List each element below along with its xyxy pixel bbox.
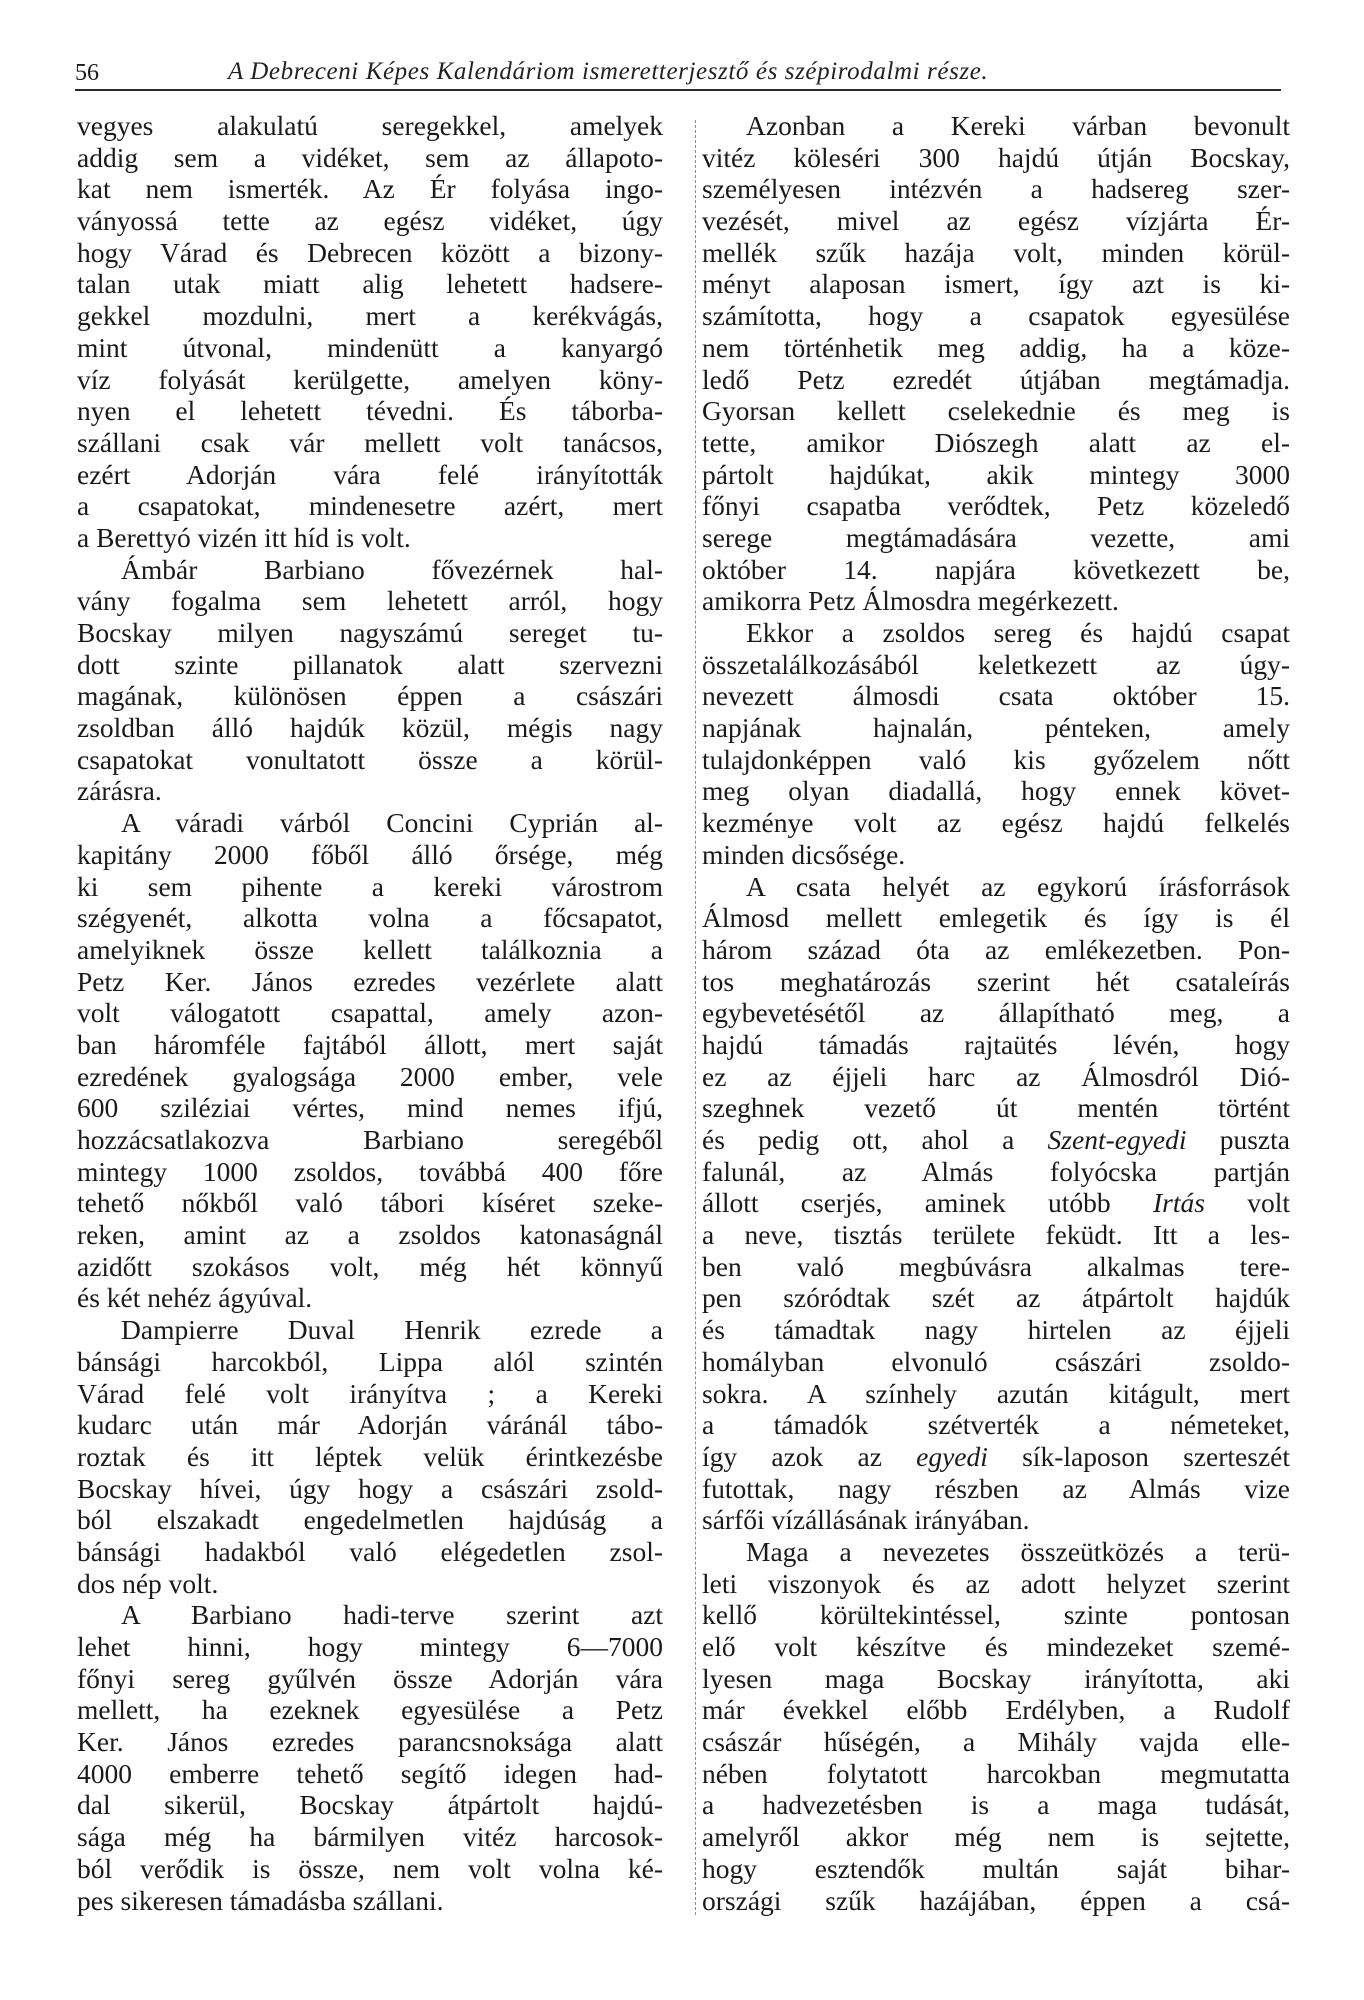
text-line: minden dicsősége. [702, 838, 906, 870]
text-line: dott szinte pillanatok alatt szervezni [77, 648, 663, 680]
text-line: lehet hinni, hogy mintegy 6—7000 [77, 1631, 663, 1662]
text-line: kapitány 2000 főből álló őrsége, még [77, 838, 663, 870]
text-line: amelyről akkor még nem is sejtette, [702, 1821, 1290, 1853]
text-line: ványossá tette az egész vidéket, úgy [77, 205, 663, 237]
text-line: tos meghatározás szerint hét csataleírás [702, 965, 1290, 997]
text-line: vegyes alakulatú seregekkel, amelyek [77, 110, 663, 141]
running-title: A Debreceni Képes Kalendáriom ismeretterjesztő és szépirodalmi része. [228, 58, 989, 85]
column-divider [695, 120, 696, 1915]
text-line: október 14. napjára következett be, [702, 553, 1290, 585]
text-line: nében folytatott harcokban megmutatta [702, 1757, 1290, 1789]
text-line: bánsági harcokból, Lippa alól szintén [77, 1345, 663, 1377]
text-line: Ker. János ezredes parancsnoksága alatt [77, 1726, 663, 1758]
text-line: napjának hajnalán, pénteken, amely [702, 712, 1290, 744]
text-line: mellék szűk hazája volt, minden körül- [702, 236, 1290, 268]
text-line: hogy Várad és Debrecen között a bizony- [77, 236, 663, 268]
text-line: nyen el lehetett tévedni. És táborba- [77, 395, 663, 427]
text-line: Várad felé volt irányítva ; a Kereki [77, 1377, 663, 1409]
text-line: 600 sziléziai vértes, mind nemes ifjú, [77, 1092, 663, 1124]
text-line: ledő Petz ezredét útjában megtámadja. [702, 363, 1290, 395]
text-line: zárásra. [77, 775, 162, 807]
right-column [702, 110, 1290, 1916]
text-line: Bocskay hívei, úgy hogy a császári zsold- [77, 1472, 663, 1504]
text-line: tulajdonképpen való kis győzelem nőtt [702, 743, 1290, 775]
text-line: A csata helyét az egykorú írásforrások [746, 870, 1290, 902]
text-line: kudarc után már Adorján váránál tábo- [77, 1409, 663, 1441]
text-line: serege megtámadására vezette, ami [702, 521, 1290, 553]
text-line: ból verődik is össze, nem volt volna ké- [77, 1852, 663, 1884]
text-line: pes sikeresen támadásba szállani. [77, 1884, 444, 1916]
text-line: a támadók szétverték a németeket, [702, 1409, 1290, 1441]
text-line: volt válogatott csapattal, amely azon- [77, 997, 663, 1029]
text-line: víz folyását kerülgette, amelyen köny- [77, 363, 663, 395]
text-line: pen szóródtak szét az átpártolt hajdúk [702, 1282, 1290, 1314]
text-segment: sík-laposon szerteszét [987, 1440, 1290, 1472]
text-line: Bocskay milyen nagyszámú sereget tu- [77, 617, 663, 648]
text-line: sága még ha bármilyen vitéz harcosok- [77, 1821, 663, 1853]
text-line: számította, hogy a csapatok egyesülése [702, 300, 1290, 332]
text-line: Azonban a Kereki várban bevonult [746, 110, 1290, 141]
text-line: ezért Adorján vára felé irányították [77, 458, 663, 490]
text-line: dos nép volt. [77, 1567, 219, 1599]
text-line: tette, amikor Diószegh alatt az el- [702, 426, 1290, 458]
text-line: bánsági hadakból való elégedetlen zsol- [77, 1535, 663, 1567]
text-line: sárfői vízállásának irányában. [702, 1504, 1030, 1536]
text-line: ez az éjjeli harc az Álmosdról Dió- [702, 1060, 1290, 1092]
text-line: elő volt készítve és mindezeket szemé- [702, 1631, 1290, 1662]
text-line: tehető nőkből való tábori kíséret szeke- [77, 1187, 663, 1219]
text-line: dal sikerül, Bocskay átpártolt hajdú- [77, 1789, 663, 1821]
text-line: császár hűségén, a Mihály vajda elle- [702, 1726, 1290, 1758]
text-line: ezredének gyalogsága 2000 ember, vele [77, 1060, 663, 1092]
text-line: meg olyan diadallá, hogy ennek követ- [702, 775, 1290, 807]
text-segment: állott cserjés, aminek utóbb [702, 1187, 1153, 1219]
text-line: 4000 emberre tehető segítő idegen had- [77, 1757, 663, 1789]
text-line: Maga a nevezetes összeütközés a terü- [746, 1535, 1290, 1567]
text-line: hajdú támadás rajtaütés lévén, hogy [702, 1028, 1290, 1060]
text-line: ban háromféle fajtából állott, mert saját [77, 1028, 663, 1060]
text-line: mint útvonal, mindenütt a kanyargó [77, 331, 663, 363]
text-line: amikorra Petz Álmosdra megérkezett. [702, 585, 1119, 617]
text-line: Álmosd mellett emlegetik és így is él [702, 902, 1290, 934]
text-line: három század óta az emlékezetben. Pon- [702, 933, 1290, 965]
italic-place-name: Szent-egyedi [1047, 1124, 1187, 1155]
text-line: vezését, mivel az egész vízjárta Ér- [702, 205, 1290, 237]
text-line: reken, amint az a zsoldos katonaságnál [77, 1219, 663, 1251]
text-line: nevezett álmosdi csata október 15. [702, 680, 1290, 712]
text-line [702, 1124, 1290, 1156]
text-line: főnyi csapatba verődtek, Petz közeledő [702, 490, 1290, 522]
text-line: talan utak miatt alig lehetett hadsere- [77, 268, 663, 300]
text-line: és két nehéz ágyúval. [77, 1282, 313, 1314]
italic-place-name: egyedi [916, 1440, 988, 1472]
text-segment: és pedig ott, ahol a [702, 1124, 1048, 1155]
text-line: hogy esztendők multán saját bihar- [702, 1852, 1290, 1884]
text-line: homályban elvonuló császári zsoldo- [702, 1345, 1290, 1377]
text-line: mellett, ha ezeknek egyesülése a Petz [77, 1694, 663, 1726]
text-line [702, 1187, 1290, 1219]
text-line: amelyiknek össze kellett találkoznia a [77, 933, 663, 965]
text-line: főnyi sereg gyűlvén össze Adorján vára [77, 1662, 663, 1694]
text-line: Dampierre Duval Henrik ezrede a [121, 1314, 663, 1346]
text-line: a csapatokat, mindenesetre azért, mert [77, 490, 663, 522]
header-rule [75, 89, 1281, 91]
text-line: addig sem a vidéket, sem az állapoto- [77, 141, 663, 173]
text-line: egybevetésétől az állapítható meg, a [702, 997, 1290, 1029]
text-line: vány fogalma sem lehetett arról, hogy [77, 585, 663, 617]
text-line: futottak, nagy részben az Almás vize [702, 1472, 1290, 1504]
text-line: A váradi várból Concini Cyprián al- [121, 807, 663, 839]
text-line: a Berettyó vizén itt híd is volt. [77, 521, 411, 553]
text-line: pártolt hajdúkat, akik mintegy 3000 [702, 458, 1290, 490]
text-line: gekkel mozdulni, mert a kerékvágás, [77, 300, 663, 332]
text-segment: volt [1204, 1187, 1291, 1219]
text-line: magának, különösen éppen a császári [77, 680, 663, 712]
text-line: már évekkel előbb Erdélyben, a Rudolf [702, 1694, 1290, 1726]
text-line: zsoldban álló hajdúk közül, mégis nagy [77, 712, 663, 744]
text-line: Petz Ker. János ezredes vezérlete alatt [77, 965, 663, 997]
left-column [77, 110, 663, 1916]
text-line: A Barbiano hadi-terve szerint azt [121, 1599, 663, 1631]
text-line: országi szűk hazájában, éppen a csá- [702, 1884, 1290, 1916]
text-line: ból elszakadt engedelmetlen hajdúság a [77, 1504, 663, 1536]
text-line: a neve, tisztás területe feküdt. Itt a les- [702, 1219, 1290, 1251]
text-line: kat nem ismerték. Az Ér folyása ingo- [77, 173, 663, 205]
text-line: szégyenét, alkotta volna a főcsapatot, [77, 902, 663, 934]
text-line: ki sem pihente a kereki várostrom [77, 870, 663, 902]
page-number: 56 [75, 60, 99, 86]
text-line: a hadvezetésben is a maga tudását, [702, 1789, 1290, 1821]
text-line: kellő körültekintéssel, szinte pontosan [702, 1599, 1290, 1631]
text-line: lyesen maga Bocskay irányította, aki [702, 1662, 1290, 1694]
text-line: hozzácsatlakozva Barbiano seregéből [77, 1124, 663, 1155]
text-line: szállani csak vár mellett volt tanácsos, [77, 426, 663, 458]
text-line: ményt alaposan ismert, így azt is ki- [702, 268, 1290, 300]
text-line: összetalálkozásából keletkezett az úgy- [702, 648, 1290, 680]
text-line: kezménye volt az egész hajdú felkelés [702, 807, 1290, 839]
text-line: személyesen intézvén a hadsereg szer- [702, 173, 1290, 205]
text-line: nem történhetik meg addig, ha a köze- [702, 331, 1290, 363]
text-line: szeghnek vezető út mentén történt [702, 1092, 1290, 1124]
text-line: sokra. A színhely azután kitágult, mert [702, 1377, 1290, 1409]
text-line: mintegy 1000 zsoldos, továbbá 400 főre [77, 1155, 663, 1187]
text-line [702, 1441, 1290, 1473]
text-line: falunál, az Almás folyócska partján [702, 1155, 1290, 1187]
text-line: leti viszonyok és az adott helyzet szerint [702, 1567, 1290, 1599]
text-line: azidőtt szokásos volt, még hét könnyű [77, 1250, 663, 1282]
text-line: vitéz köleséri 300 hajdú útján Bocskay, [702, 141, 1290, 173]
text-line: és támadtak nagy hirtelen az éjjeli [702, 1314, 1290, 1346]
text-line: ben való megbúvásra alkalmas tere- [702, 1250, 1290, 1282]
text-segment: így azok az [702, 1440, 917, 1472]
text-segment: puszta [1186, 1124, 1290, 1155]
text-line: roztak és itt léptek velük érintkezésbe [77, 1440, 663, 1472]
italic-place-name: Irtás [1152, 1187, 1205, 1219]
text-line: Ámbár Barbiano fővezérnek hal- [121, 553, 663, 585]
text-line: Gyorsan kellett cselekednie és meg is [702, 395, 1290, 427]
text-line: Ekkor a zsoldos sereg és hajdú csapat [746, 617, 1290, 648]
text-line: csapatokat vonultatott össze a körül- [77, 743, 663, 775]
